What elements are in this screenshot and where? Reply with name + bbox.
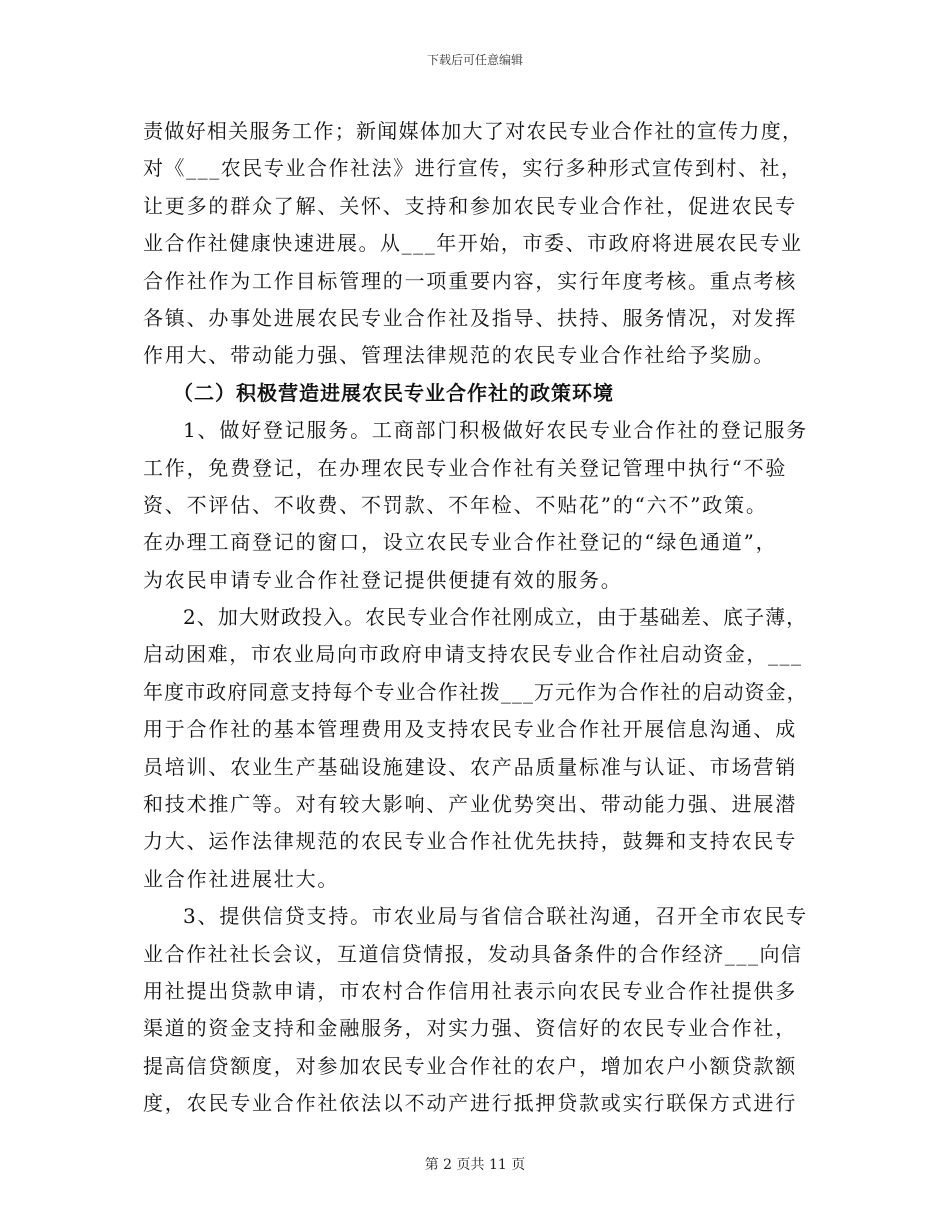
body-line: 业合作社进展壮大。 xyxy=(143,866,340,891)
body-line: 责做好相关服务工作；新闻媒体加大了对农民专业合作社的宣传力度， xyxy=(143,119,804,143)
body-line: 力大、运作法律规范的农民专业合作社优先扶持，鼓舞和支持农民专 xyxy=(143,829,797,854)
body-line: 用社提出贷款申请，市农村合作信用社表示向农民专业合作社提供多 xyxy=(143,978,797,1003)
body-line: 和技术推广等。对有较大影响、产业优势突出、带动能力强、进展潜 xyxy=(143,792,797,817)
page-footer: 第 2 页共 11 页 xyxy=(424,1157,526,1173)
body-line: 资、不评估、不收费、不罚款、不年检、不贴花”的“六不”政策。 xyxy=(143,492,768,517)
body-line: 在办理工商登记的窗口，设立农民专业合作社登记的“绿色通道”， xyxy=(143,530,778,555)
body-line: 业合作社社长会议，互道信贷情报，发动具备条件的合作经济___向信 xyxy=(143,941,803,966)
section-heading: （二）积极营造进展农民专业合作社的政策环境 xyxy=(173,380,614,405)
body-line: 为农民申请专业合作社登记提供便捷有效的服务。 xyxy=(143,567,623,592)
body-line: 工作，免费登记，在办理农民专业合作社有关登记管理中执行“不验 xyxy=(143,455,788,480)
paragraph-start-line: 2、加大财政投入。农民专业合作社刚成立，由于基础差、底子薄， xyxy=(183,605,808,630)
body-line: 度，农民专业合作社依法以不动产进行抵押贷款或实行联保方式进行 xyxy=(143,1091,797,1116)
document-body xyxy=(143,113,808,1123)
body-line: 渠道的资金支持和金融服务，对实力强、资信好的农民专业合作社， xyxy=(143,1016,797,1041)
page-header: 下载后可任意编辑 xyxy=(426,53,523,67)
body-line: 年度市政府同意支持每个专业合作社拨___万元作为合作社的启动资金， xyxy=(143,679,808,704)
body-line: 各镇、办事处进展农民专业合作社及指导、扶持、服务情况，对发挥 xyxy=(143,305,797,330)
body-line: 员培训、农业生产基础设施建设、农产品质量标准与认证、市场营销 xyxy=(143,754,797,779)
paragraph-start-line: 1、做好登记服务。工商部门积极做好农民专业合作社的登记服务 xyxy=(183,418,808,443)
body-line: 启动困难，市农业局向市政府申请支持农民专业合作社启动资金，___ xyxy=(143,642,803,667)
body-line: 合作社作为工作目标管理的一项重要内容，实行年度考核。重点考核 xyxy=(143,268,797,293)
paragraph-start-line: 3、提供信贷支持。市农业局与省信合联社沟通，召开全市农民专 xyxy=(183,904,808,929)
body-line: 作用大、带动能力强、管理法律规范的农民专业合作社给予奖励。 xyxy=(143,343,776,368)
body-line: 对《___农民专业合作社法》进行宣传，实行多种形式宣传到村、社， xyxy=(143,156,803,181)
body-line: 提高信贷额度，对参加农民专业合作社的农户，增加农户小额贷款额 xyxy=(143,1053,797,1078)
body-line: 用于合作社的基本管理费用及支持农民专业合作社开展信息沟通、成 xyxy=(143,717,797,742)
body-line: 让更多的群众了解、关怀、支持和参加农民专业合作社，促进农民专 xyxy=(143,193,797,218)
body-line: 业合作社健康快速进展。从___年开始，市委、市政府将进展农民专业 xyxy=(143,231,803,256)
